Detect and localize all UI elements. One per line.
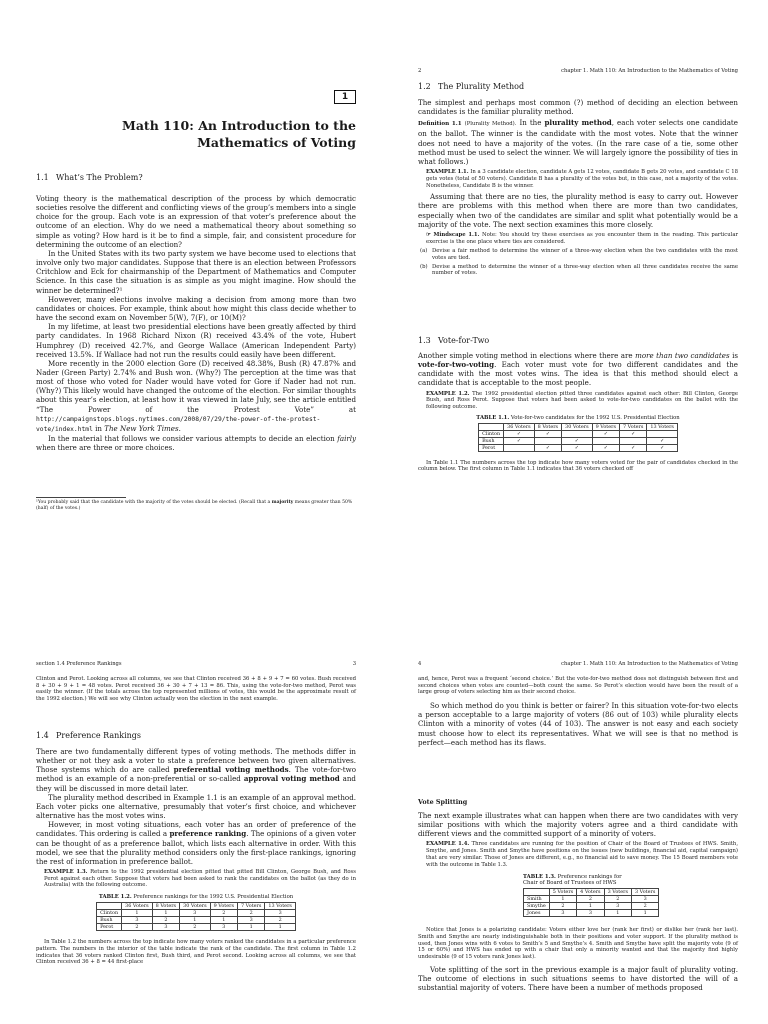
page-number: 2 <box>418 68 422 74</box>
section-number: 1.1 <box>36 173 49 182</box>
table-header-row: 36 Voters 8 Voters 30 Voters 9 Voters 7 Voters 13 Voters <box>479 423 678 430</box>
continued-text: and, hence, Perot was a frequent ‘second choice.’ But the vote-for-two method does not distinguish between first and second choices when votes are counted—both count the same. So Perot’s election would have been the result of a large group of voters selecting him as their second choice. <box>418 676 738 696</box>
page-3-body <box>36 676 356 703</box>
table-1-2-caption: TABLE 1.2. Preference rankings for the 1992 U.S. Presidential Election <box>98 894 294 901</box>
paragraph: However, in most voting situations, each voter has an order of preference of the candidates. This ordering is called a preference ranking. The opinions of a given voter can be thought of as a preference ballot, which lists each alternative in order. With this model, we see that the plurality method considers only the first-place rankings, ignoring the rest of information in preference ballot. <box>36 820 356 866</box>
paragraph: In the United States with its two party system we have become used to elections that involve only two major candidates. Suppose that there is an election between Professors Critchlow and Eck for chairmanship of the Department of Mathematics and Computer Science. In this case the situation is as simple as you might imagine. How should the winner be determined?¹ <box>36 248 356 295</box>
paragraph: The plurality method described in Example 1.1 is an example of an approval method. Each voter picks one alternative, presumably that voter’s first choice, and whichever alternative has the most votes wins. <box>36 792 356 821</box>
table-1-1 <box>478 423 678 452</box>
section-heading-1-4: 1.4 Preference Rankings <box>36 731 142 740</box>
table-header-row: 5 Voters 4 Voters 3 Voters 3 Voters <box>524 889 659 896</box>
section-heading-1-2: 1.2 The Plurality Method <box>418 82 525 91</box>
chapter-number-box: 1 <box>334 90 356 104</box>
footnote-rule <box>36 497 126 498</box>
vote-splitting-body <box>418 811 738 992</box>
footnote: ¹You probably said that the candidate with the majority of the votes should be elected. (Recall that a majority means greater than 50% (half) of the votes.) <box>36 500 353 511</box>
example-1-1: EXAMPLE 1.1. In a 3 candidate election, candidate A gets 12 votes, candidate B gets 20 votes, and candidate C 18 gets votes (total of 50 voters). Candidate B has a plurality of the votes but, in this case, not a majority of the votes. Nonetheless, Candidate B is the winner. <box>426 169 738 189</box>
section-1-3-body <box>418 351 738 473</box>
running-head <box>36 661 356 667</box>
paragraph: More recently in the 2000 election Gore (D) received 48.38%, Bush (R) 47.87% and Nader (Green Party) 2.74% and Bush won. (Why?) The perception at the time was that most of those who voted for Nader would have voted for Gore if Nader had not run. (Why?) This likely would have changed the outcome of the election. For similar thoughts about this year’s election, at least how it was viewed in late July, see the article entitled “The Power of the Protest Vote” at http://campaignstops.blogs.nytimes.com/2008/07/29/the-power-of-the-protest-vote/index.html in The New York Times. <box>36 358 356 433</box>
running-head-text: chapter 1. Math 110: An Introduction to the Mathematics of Voting <box>561 661 738 667</box>
section-1-4-body <box>36 747 356 966</box>
page-1 <box>0 0 384 512</box>
section-1-2-body <box>418 98 738 277</box>
paragraph: Vote splitting of the sort in the previous example is a major fault of plurality voting. The outcome of elections in such situations seems to have distorted the will of a substantial majority of voters. There have been a number of methods proposed <box>418 964 738 993</box>
page-number: 3 <box>352 661 356 667</box>
table-1-3 <box>523 888 659 917</box>
table-1-3-caption: TABLE 1.3. Preference rankings for Chair of Board of Trustees of HWS <box>523 874 622 887</box>
example-1-2: EXAMPLE 1.2. The 1992 presidential election pitted three candidates against each other: Bill Clinton, George Bush, and Ross Perot. Suppose that voters had been asked to vote-for-two candidates on the ballot with the following outcome. <box>426 390 738 411</box>
paragraph: So which method do you think is better or fairer? In this situation vote-for-two elects a person acceptable to a large majority of voters (86 out of 103) while plurality elects Clinton with a minority of votes (44 of 103). The answer is not easy and each society must choose how to elect its representatives. What we will see is that no method is perfect—each method has its flaws. <box>418 701 738 747</box>
paragraph: There are two fundamentally different types of voting methods. The methods differ in whether or not they ask a voter to state a preference between two given alternatives. Those systems which do are called preferential voting methods. The vote-for-two method is an example of a non-preferential or so-called approval voting method and they will be discussed in more detail later. <box>36 747 356 793</box>
running-head-text: section 1.4 Preference Rankings <box>36 661 122 667</box>
paragraph: The next example illustrates what can happen when there are two candidates with very similar positions with which the majority voters agree and a third candidate with different views and the committed support of a minority of voters. <box>418 811 738 839</box>
example-1-4: EXAMPLE 1.4. Three candidates are running for the position of Chair of the Board of Trustees of HWS. Smith, Smythe, and Jones. Smith and Smythe have positions on the issues (new buildings, financial aid, capital campaign) that are very similar. Those of Jones are different, e.g., no financial aid to save money. The 15 Board members vote with the outcome in Table 1.3. <box>426 841 738 868</box>
paragraph: Voting theory is the mathematical description of the process by which democratic societies resolve the different and conflicting views of the group’s members into a single choice for the group. Each vote is an expression of that voter’s preference about the outcome of an election. Why do we need a mathematical theory about something so simple as voting? How hard is it be to find a simple, fair, and consistent procedure for determining the outcome of an election? <box>36 194 356 249</box>
continued-text: Clinton and Perot. Looking across all columns, we see that Clinton received 36 + 8 + 9 + 7 = 60 votes. Bush received 8 + 30 + 9 + 1 = 48 votes. Perot received 36 + 30 + 7 + 13 = 86. This, using the vote-for-two method, Perot was easily the winner. (If the totals across the top represented millions of votes, this would be the approximate result of the 1992 election.) We will see why Clinton actually won the election in the next example. <box>36 676 356 703</box>
running-head-text: chapter 1. Math 110: An Introduction to the Mathematics of Voting <box>561 68 738 74</box>
chapter-title: Math 110: An Introduction to the Mathematics of Voting <box>122 118 356 150</box>
table-1-1-caption: TABLE 1.1. Vote-for-two candidates for the 1992 U.S. Presidential Election <box>476 414 680 421</box>
article-url-link[interactable]: http://campaignstops.blogs.nytimes.com/2008/07/29/the-power-of-the-protest-vote/index.html <box>36 415 321 433</box>
table-row: Perot 2 3 2 3 1 1 <box>97 924 296 931</box>
subheading-vote-splitting: Vote Splitting <box>418 798 468 806</box>
page-number: 4 <box>418 661 422 667</box>
running-head <box>418 661 738 667</box>
paragraph: Another simple voting method in elections where there are more than two candidates is vote-for-two-voting. Each voter must vote for two different candidates and the candidate with the most votes wins. The idea is that this method should elect a candidate that is acceptable to the most people. <box>418 351 738 388</box>
exercise-item-b: (b) Devise a method to determine the winner of a three-way election when all three candidates receive the same number of votes. <box>420 263 738 277</box>
table-explanation: In Table 1.1 The numbers across the top indicate how many voters voted for the pair of candidates checked in the column below. The first column in Table 1.1 indicates that 36 voters checked off <box>418 459 738 473</box>
page-4-body <box>418 676 738 747</box>
paragraph: In the material that follows we consider various attempts to decide an election fairly when there are three or more choices. <box>36 434 357 453</box>
paragraph: However, many elections involve making a decision from among more than two candidates or choices. For example, think about how might this class decide whether to have the second exam on November 5(W), 7(F), or 10(M)? <box>36 294 356 323</box>
page-2 <box>384 0 768 512</box>
table-row: Smith 1 2 2 3 <box>524 896 659 903</box>
table-row: Jones 3 3 1 1 <box>524 910 659 917</box>
table-row: Smythe 2 1 3 2 <box>524 903 659 910</box>
section-title: What’s The Problem? <box>56 173 143 182</box>
mindscape-1-1: ☞ Mindscape 1.1. Note: You should try these exercises as you encounter them in the reading. This particular exercise is the one place where ties are considered. <box>426 231 739 245</box>
table-1-2 <box>96 902 296 931</box>
table-row: Clinton 1 1 3 2 2 3 <box>97 910 296 917</box>
example-1-3: EXAMPLE 1.3. Return to the 1992 presidential election pitted that pitted Bill Clinton, George Bush, and Ross Perot against each other. Suppose that voters had been asked to rank the candidates on the ballot (as they do in Australia) with the following outcome. <box>44 869 356 889</box>
page-3 <box>0 512 384 1024</box>
table-explanation: Notice that Jones is a polarizing candidate: Voters either love her (rank her first) or dislike her (rank her last). Smith and Smythe are nearly indistinguishable both in their positions and voter support. If the plurality method is used, then Jones wins with 6 votes to Smith’s 5 and Smythe’s 4. Smith and Smythe have split the majority vote (9 of 15 or 60%) and HWS has ended up with a chair that only a minority wanted and that the majority find highly undesirable (9 of 15 voters rank Jones last). <box>418 927 738 961</box>
table-1-3-block <box>523 874 656 917</box>
page-4 <box>384 512 768 1024</box>
section-heading-1-1 <box>36 173 356 183</box>
running-head <box>418 68 738 74</box>
paragraph: The simplest and perhaps most common (?) method of deciding an election between candidates is the familiar plurality method. <box>418 98 738 117</box>
table-row: Perot ✓ ✓ ✓ ✓ ✓ <box>479 444 678 451</box>
table-explanation: In Table 1.2 the numbers across the top indicate how many voters ranked the candidates in a particular preference pattern. The numbers in the interior of the table indicate the rank of the candidate. The first column in Table 1.2 indicates that 36 voters ranked Clinton first, Bush third, and Perot second. Looking across all columns, we see that Clinton received 36 + 8 = 44 first-place <box>36 939 356 966</box>
section-1-1-body <box>36 194 356 452</box>
paragraph: In my lifetime, at least two presidential elections have been greatly affected by third party candidates. In 1968 Richard Nixon (R) received 43.4% of the vote, Hubert Humphrey (D) received 42.7%, and George Wallace (American Independent Party) received 13.5%. If Wallace had not run the results could easily have been different. <box>36 322 356 359</box>
definition: Definition 1.1 (Plurality Method). In the plurality method, each voter selects one candidate on the ballot. The winner is the candidate with the most votes. Note that the winner does not need to have a majority of the votes. (In the rare case of a tie, some other method must be used to select the winner. We will largely ignore the possibility of ties in what follows.) <box>418 118 738 166</box>
paragraph: Assuming that there are no ties, the plurality method is easy to carry out. However there are problems with this method when there are more than two candidates, especially when two of the candidates are similar and split what potentially would be a majority of the vote. The next section examines this more closely. <box>418 192 738 229</box>
table-row: Clinton ✓ ✓ ✓ ✓ <box>479 430 678 437</box>
section-heading-1-3: 1.3 Vote-for-Two <box>418 336 490 345</box>
table-header-row: 36 Voters 8 Voters 30 Voters 9 Voters 7 Voters 13 Voters <box>97 903 296 910</box>
table-row: Bush 3 2 1 1 3 2 <box>97 917 296 924</box>
exercise-item-a: (a) Devise a fair method to determine the winner of a three-way election when the two candidates with the most votes are tied. <box>420 248 738 261</box>
table-row: Bush ✓ ✓ ✓ <box>479 437 678 444</box>
